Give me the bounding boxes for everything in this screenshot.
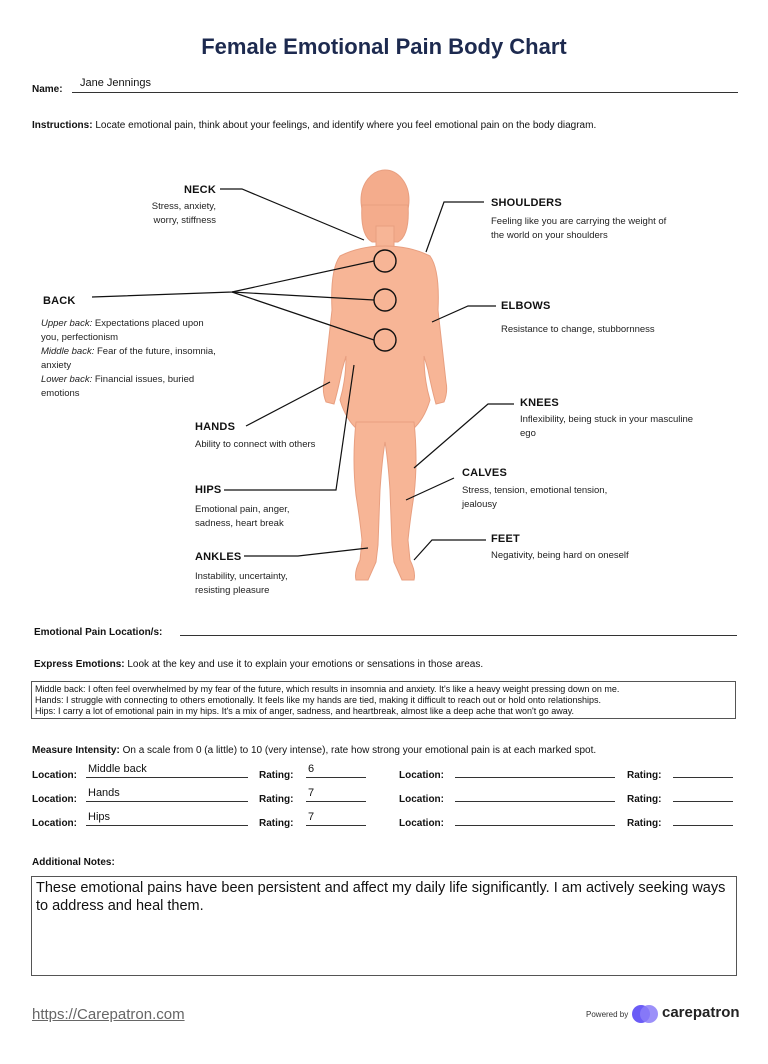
knees-desc: Inflexibility, being stuck in your masculine ego xyxy=(520,414,694,439)
location-field[interactable] xyxy=(455,801,615,802)
elbows-title: ELBOWS xyxy=(501,300,551,312)
female-figure xyxy=(323,170,446,580)
location-label: Location: xyxy=(32,818,77,829)
rating-field[interactable] xyxy=(673,801,733,802)
intensity-text: On a scale from 0 (a little) to 10 (very intense), rate how strong your emotional pain is at each marked spot. xyxy=(122,745,597,756)
measure-intensity xyxy=(32,745,596,756)
page-title: Female Emotional Pain Body Chart xyxy=(201,34,567,59)
feet-title: FEET xyxy=(491,533,520,545)
name-value[interactable]: Jane Jennings xyxy=(80,77,151,89)
shoulders-desc: Feeling like you are carrying the weight of the world on your shoulders xyxy=(491,216,667,241)
rating-field[interactable] xyxy=(306,825,366,826)
location-field[interactable] xyxy=(86,777,248,778)
notes-label: Additional Notes: xyxy=(32,857,115,868)
express-label: Express Emotions: xyxy=(34,659,125,670)
rating-label: Rating: xyxy=(259,794,294,805)
location-field[interactable] xyxy=(455,777,615,778)
location-field[interactable] xyxy=(86,801,248,802)
shoulders-title: SHOULDERS xyxy=(491,197,562,209)
location-label: Location: xyxy=(399,818,444,829)
footer-link[interactable]: https://Carepatron.com xyxy=(32,1006,185,1023)
rating-field[interactable] xyxy=(306,801,366,802)
knees-title: KNEES xyxy=(520,397,559,409)
feet-desc: Negativity, being hard on oneself xyxy=(491,550,629,561)
hands-desc: Ability to connect with others xyxy=(195,439,316,450)
rating-label: Rating: xyxy=(627,818,662,829)
name-field-line[interactable] xyxy=(72,92,738,93)
neck-title: NECK xyxy=(184,184,216,196)
location-label: Location: xyxy=(32,794,77,805)
instructions xyxy=(32,120,596,131)
rating-value[interactable]: 7 xyxy=(308,787,315,799)
hips-title: HIPS xyxy=(195,484,222,496)
rating-value[interactable]: 6 xyxy=(308,763,315,775)
pain-location-field[interactable] xyxy=(180,635,737,636)
location-label: Location: xyxy=(399,794,444,805)
location-value[interactable]: Hands xyxy=(88,787,120,799)
powered-by-label: Powered by xyxy=(586,1010,629,1019)
notes-text: These emotional pains have been persistent and affect my daily life significantly. I am actively seeking ways to address and heal them. xyxy=(36,880,726,914)
calves-desc: Stress, tension, emotional tension, jealousy xyxy=(462,485,608,510)
intensity-label: Measure Intensity: xyxy=(32,745,120,756)
instructions-text: Locate emotional pain, think about your feelings, and identify where you feel emotional pain on the body diagram. xyxy=(95,120,597,131)
ankles-desc: Instability, uncertainty, resisting pleasure xyxy=(195,571,288,596)
carepatron-logo-icon xyxy=(631,1004,659,1024)
location-value[interactable]: Hips xyxy=(88,811,111,823)
location-field[interactable] xyxy=(86,825,248,826)
back-desc: Upper back: Expectations placed upon you, perfectionism Middle back: Fear of the future, insomnia, anxiety Lower back: Financial issues, buried emotions xyxy=(41,318,216,399)
location-label: Location: xyxy=(32,770,77,781)
express-emotions-box[interactable] xyxy=(31,681,736,719)
express-line: Hips: I carry a lot of emotional pain in my hips. It's a mix of anger, sadness, and heartbreak, almost like a deep ache that won't go away. xyxy=(35,706,575,716)
location-label: Location: xyxy=(399,770,444,781)
location-value[interactable]: Middle back xyxy=(88,763,147,775)
carepatron-brand[interactable]: carepatron xyxy=(662,1004,740,1021)
notes-box[interactable] xyxy=(31,876,737,976)
rating-field[interactable] xyxy=(673,777,733,778)
rating-field[interactable] xyxy=(673,825,733,826)
instructions-label: Instructions: xyxy=(32,120,93,131)
express-line: Middle back: I often feel overwhelmed by my fear of the future, which results in insomnia and anxiety. It's like a heavy weight pressing down on me. xyxy=(35,684,620,694)
express-text: Look at the key and use it to explain your emotions or sensations in those areas. xyxy=(127,659,484,670)
hips-desc: Emotional pain, anger, sadness, heart break xyxy=(195,504,290,529)
name-label: Name: xyxy=(32,84,63,95)
hands-title: HANDS xyxy=(195,421,236,433)
rating-label: Rating: xyxy=(259,818,294,829)
pain-location-label: Emotional Pain Location/s: xyxy=(34,627,163,638)
rating-value[interactable]: 7 xyxy=(308,811,315,823)
back-title: BACK xyxy=(43,295,76,307)
rating-label: Rating: xyxy=(627,794,662,805)
rating-label: Rating: xyxy=(627,770,662,781)
express-emotions xyxy=(34,659,483,670)
rating-label: Rating: xyxy=(259,770,294,781)
location-field[interactable] xyxy=(455,825,615,826)
elbows-desc: Resistance to change, stubbornness xyxy=(501,324,655,335)
express-line: Hands: I struggle with connecting to others emotionally. It feels like my hands are tied, making it difficult to reach out or hold onto relationships. xyxy=(35,695,601,705)
neck-desc: Stress, anxiety, worry, stiffness xyxy=(151,201,216,226)
ankles-title: ANKLES xyxy=(195,551,242,563)
rating-field[interactable] xyxy=(306,777,366,778)
calves-title: CALVES xyxy=(462,467,508,479)
